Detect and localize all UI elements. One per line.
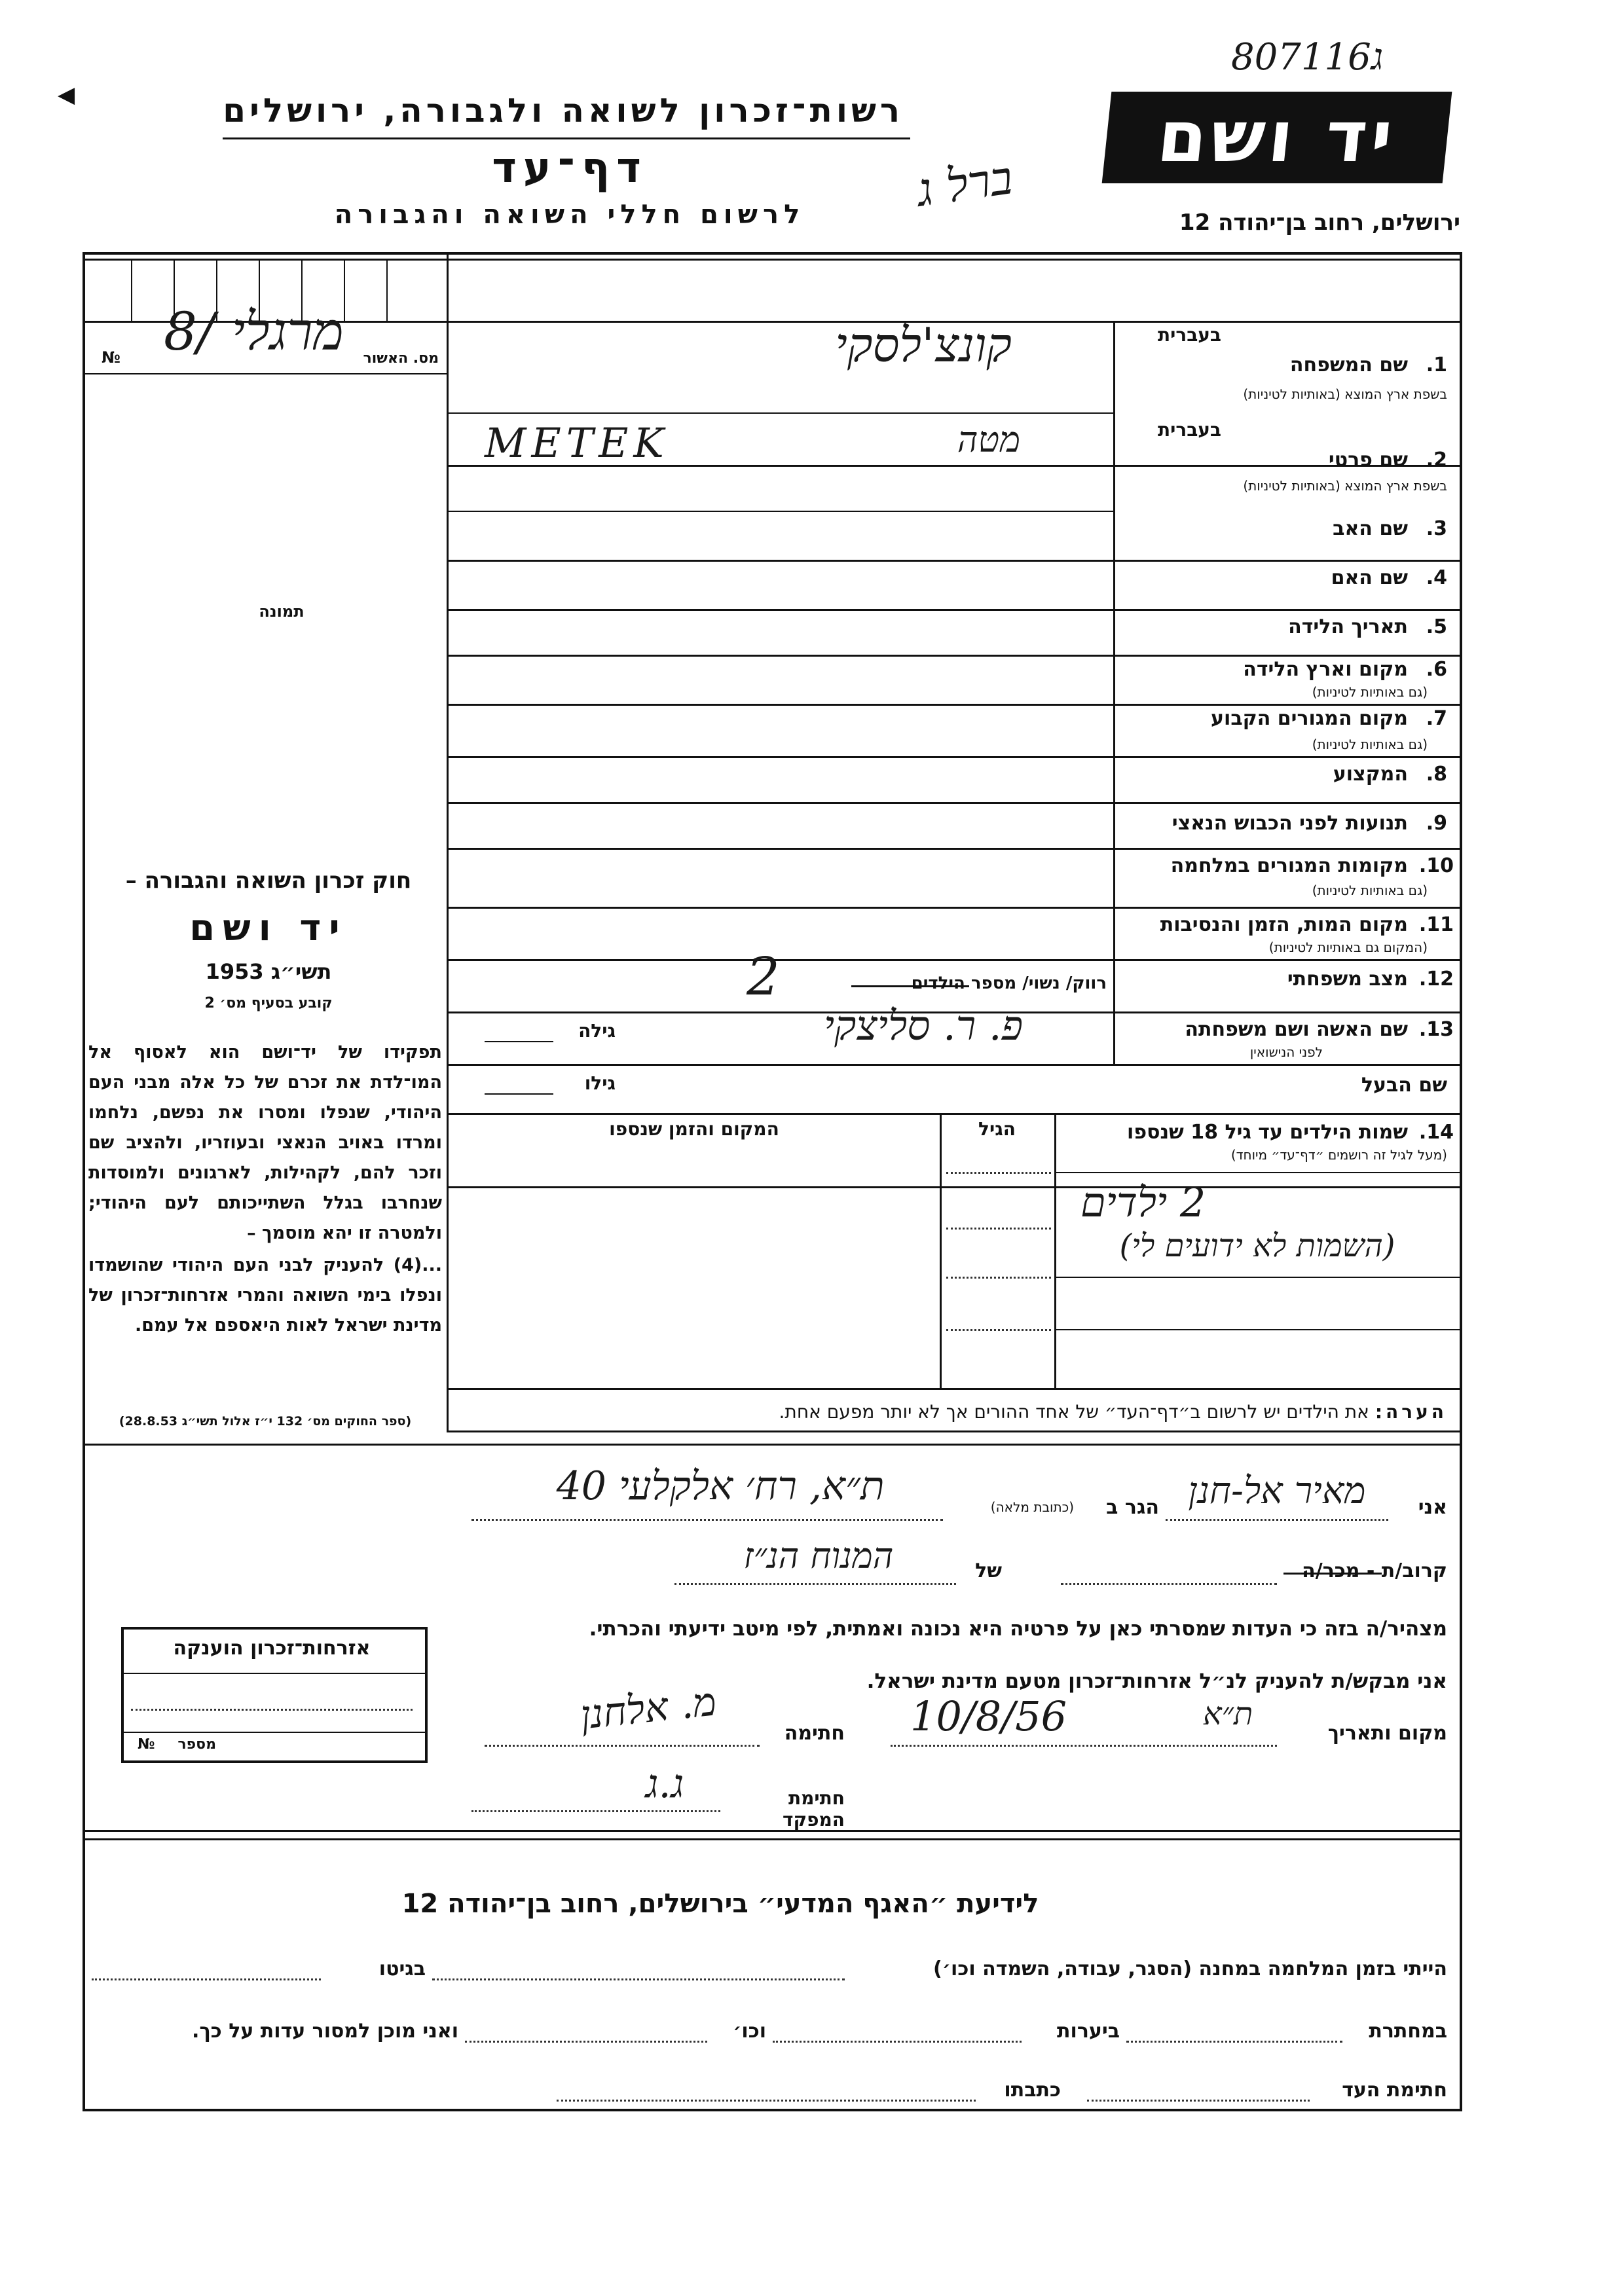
children-col-right <box>1054 1113 1056 1388</box>
field-11-number: 11. <box>1418 913 1454 936</box>
footer-camp-line <box>432 1978 845 1980</box>
field-13-number: 13. <box>1418 1018 1454 1041</box>
husband-age-line <box>485 1093 553 1095</box>
footer-hiding-label: במחתרת <box>1369 2020 1447 2043</box>
children-age-dots <box>946 1329 1051 1331</box>
children-age-dots <box>946 1228 1051 1230</box>
field-12-number: 12. <box>1418 968 1454 991</box>
relative-label: קרוב/ת - מכר/ה <box>1302 1559 1447 1582</box>
header-rule <box>223 137 910 139</box>
place-date-label: מקום ותאריך <box>1327 1722 1447 1745</box>
children-age-dots <box>946 1277 1051 1279</box>
husband-label: שם הבעל <box>1361 1074 1447 1097</box>
footer-ready-label: ואני מוכן למסור עדות על כך. <box>192 2020 458 2043</box>
law-year: תשי״ג 1953 <box>205 959 332 984</box>
field-1-note: בשפת ארץ המוצא (באותיות לטיניות) <box>1243 386 1447 402</box>
field-8-label: המקצוע <box>1333 763 1408 786</box>
footer-divider <box>85 1830 1460 1832</box>
field-1-value: קונצ'לסקי <box>835 318 1012 373</box>
field-6-note: (גם באותיות לטיניות) <box>1312 684 1428 700</box>
deceased-line <box>674 1583 956 1585</box>
address-line <box>471 1519 943 1521</box>
row-line <box>447 1113 1460 1115</box>
row-line <box>447 560 1460 562</box>
corner-mark: ◀ <box>58 82 75 108</box>
field-4-number: 4. <box>1426 566 1447 589</box>
field-5-number: 5. <box>1426 615 1447 638</box>
collector-signature: ג.ג <box>645 1761 684 1807</box>
signature-label: חתימה <box>784 1722 845 1745</box>
footer-witness-line <box>1087 2100 1310 2102</box>
children-col-place: המקום והזמן שנספו <box>609 1118 779 1140</box>
row-line <box>447 756 1460 758</box>
field-13-value: פ. ר. סליצקי <box>823 1002 1024 1049</box>
field-2-lang: בעברית <box>1157 419 1221 441</box>
field-12-label: מצב משפחתי <box>1287 968 1408 991</box>
field-10-label: מקומות המגורים במלחמה <box>1170 854 1408 877</box>
place-value: ת״א <box>1202 1696 1253 1732</box>
grid-col <box>131 261 132 321</box>
field-2-value: מטה <box>957 419 1021 460</box>
children-row-line <box>1054 1277 1460 1278</box>
grid-col <box>344 261 345 321</box>
children-bottom-line <box>447 1388 1460 1390</box>
field-2-note: בשפת ארץ המוצא (באותיות לטיניות) <box>1243 478 1447 494</box>
field-13-age-label: גילה <box>578 1020 616 1042</box>
remark-bottom-line <box>447 1430 1460 1432</box>
row-line <box>447 511 1113 512</box>
approval-line <box>85 373 447 374</box>
address-note: (כתובת מלאה) <box>990 1499 1074 1515</box>
approval-value: 8/ מרגלי <box>164 301 344 362</box>
footer-camp-label: הייתי בזמן המלחמה במחנה (הסגר, עבודה, השמדה וכו׳) <box>933 1958 1447 1980</box>
photo-label: תמונה <box>259 602 304 621</box>
row-line <box>447 655 1460 657</box>
field-4-label: שם האם <box>1331 566 1408 589</box>
field-3-label: שם האב <box>1333 517 1408 540</box>
approval-no-sign: № <box>101 348 120 367</box>
field-13-age-line <box>485 1041 553 1042</box>
yad-vashem-logo: יד ושם <box>1102 92 1452 183</box>
address: ירושלים, רחוב בן־יהודה 12 <box>1179 210 1460 236</box>
declarant-value: מאיר אל-חנן <box>1188 1470 1366 1512</box>
field-6-label: מקום וארץ הלידה <box>1243 658 1408 681</box>
children-value-2: (השמות לא ידועים לי) <box>1119 1228 1395 1264</box>
field-7-number: 7. <box>1426 707 1447 730</box>
footer-ghetto-line <box>92 1978 321 1980</box>
resident-label: הגר ב <box>1106 1496 1159 1519</box>
form-subtitle: לרשום חללי השואה והגבורה <box>334 200 805 230</box>
signature-line <box>485 1745 760 1747</box>
footer-etc-label: וכו׳ <box>733 2020 766 2043</box>
children-note: (מעל לגיל זה רושמים ״דף־עד״ מיוחד) <box>1230 1147 1447 1163</box>
row-line <box>447 907 1460 909</box>
field-7-label: מקום המגורים הקבוע <box>1211 707 1408 730</box>
field-5-label: תאריך הלידה <box>1288 615 1408 638</box>
row-line <box>447 704 1460 706</box>
law-text-clause-4: ...(4) להעניק לבני העם היהודי שהושמדו ונפלו בימי השואה והמרי אזרחות־זכרון של מדינת ישראל לאות היאספם אל עמם. <box>88 1255 442 1336</box>
law-text: תפקידו של יד־ושם הוא לאסוף אל המו־לדת את זכרם של כל אלה מבני העם היהודי, שנפלו ומסרו את נפשם, נלחמו ומרדו באויב הנאצי ובעוזריו, ולהציב שם וזכר להם, לקהילות, לארגונים ולמוסדות שנחרבו בגלל השתייכותם לעם היהודי; ולמטרה זו יהא מוסמך – <box>88 1042 442 1243</box>
law-reference: (ספר החוקים מס׳ 132 י״ז אלול תשי״ג 28.8.53) <box>119 1414 412 1429</box>
citizenship-box-line <box>121 1732 425 1733</box>
of-label: של <box>975 1559 1002 1582</box>
field-10-note: (גם באותיות לטיניות) <box>1312 883 1428 898</box>
children-col-age: הגיל <box>978 1118 1016 1140</box>
organization-name: רשות־זכרון לשואה ולגבורה, ירושלים <box>223 92 904 130</box>
law-name: יד ושם <box>189 907 348 949</box>
children-row-line <box>1054 1172 1460 1173</box>
field-10-number: 10. <box>1418 854 1454 877</box>
field-13-note: לפני הנישואין <box>1249 1044 1323 1060</box>
field-7-note: (גם באותיות לטיניות) <box>1312 737 1428 752</box>
section-divider <box>85 1444 1460 1446</box>
field-label-divider <box>1113 321 1115 1064</box>
collector-label: חתימת המפקד <box>783 1787 845 1831</box>
left-panel-divider <box>447 252 449 1430</box>
law-title: חוק זכרון השואה והגבורה – <box>125 867 412 894</box>
field-13-label: שם האשה ושם משפחתה <box>1185 1018 1408 1041</box>
children-label: שמות הילדים עד גיל 18 שנספו <box>1127 1121 1408 1144</box>
approval-label: מס. האשור <box>363 350 439 367</box>
declarant-line <box>1166 1519 1388 1521</box>
husband-age-label: גילו <box>584 1072 616 1094</box>
footer-forests-label: ביערות <box>1057 2020 1120 2043</box>
field-1-lang: בעברית <box>1157 324 1221 346</box>
citizenship-box-line <box>121 1673 425 1674</box>
address-value: ת״א, רח׳ אלקלעי 40 <box>556 1463 885 1509</box>
row-line <box>447 802 1460 804</box>
field-11-note: (המקום גם באותיות לטיניות) <box>1268 939 1428 955</box>
declarant-label: אני <box>1418 1496 1447 1519</box>
signature-value: מ. אלחנן <box>578 1679 719 1739</box>
field-9-label: תנועות לפני הכבוש הנאצי <box>1172 812 1408 835</box>
footer-address-label: כתבתו <box>1004 2079 1061 2102</box>
field-12-options: רווק/ נשוי/ מספר הילדים <box>911 974 1107 993</box>
citizenship-box-number: מספר <box>177 1736 216 1753</box>
children-row-line <box>1054 1329 1460 1330</box>
form-title: דף־עד <box>492 144 648 192</box>
grid-col <box>386 261 388 321</box>
date-value: 10/8/56 <box>910 1692 1067 1740</box>
row-line <box>447 1064 1460 1066</box>
field-6-number: 6. <box>1426 658 1447 681</box>
footer-hiding-line <box>1126 2041 1342 2043</box>
collector-line <box>471 1810 720 1812</box>
field-12-strike <box>851 985 969 987</box>
row-line <box>447 848 1460 850</box>
children-col-mid <box>940 1113 942 1388</box>
remark-text: את הילדים יש לרשום ב״דף־העד״ של אחד ההורים אך לא יותר מפעם אחת. <box>779 1401 1369 1423</box>
field-1-number: 1. <box>1426 354 1447 376</box>
reference-number: ג807116 <box>1231 36 1384 79</box>
remark <box>458 1401 1447 1423</box>
children-age-dots <box>946 1172 1051 1174</box>
field-9-number: 9. <box>1426 812 1447 835</box>
row-line <box>447 959 1460 961</box>
footer-address-line <box>557 2100 976 2102</box>
children-value-1: 2 ילדים <box>1080 1178 1206 1226</box>
footer-ghetto-label: בגיטו <box>378 1958 426 1980</box>
remark-label: הערה: <box>1375 1401 1447 1423</box>
deceased-value: המנוח הנ״ז <box>743 1535 894 1576</box>
footer-witness-label: חתימת העד <box>1342 2079 1447 2102</box>
field-11-label: מקום המות, הזמן והנסיבות <box>1160 913 1408 936</box>
footer-etc-line <box>465 2041 707 2043</box>
field-2-latin-value: METEK <box>485 419 669 467</box>
statement-1: מצהיר/ה בזה כי העדות שמסרתי כאן על פרטיה היא נכונה ואמתית, לפי מיטב ידיעתי והכרתי. <box>589 1617 1447 1641</box>
margin-note: ברל ג <box>913 151 1016 217</box>
citizenship-box-title: אזרחות־זכרון הוענקה <box>173 1637 371 1660</box>
relative-line <box>1061 1583 1277 1585</box>
field-1-label: שם המשפחה <box>1289 354 1408 376</box>
field-3-number: 3. <box>1426 517 1447 540</box>
field-14-number: 14. <box>1418 1121 1454 1144</box>
place-date-line <box>891 1745 1277 1747</box>
relative-strike <box>1283 1573 1382 1575</box>
field-2-label: שם פרטי <box>1328 448 1408 471</box>
row-line <box>447 412 1113 414</box>
field-8-number: 8. <box>1426 763 1447 786</box>
citizenship-no-sign: № <box>138 1736 155 1753</box>
footer-forests-line <box>773 2041 1022 2043</box>
field-12-value: 2 <box>747 946 780 1007</box>
row-line <box>447 609 1460 611</box>
footer-divider-2 <box>85 1838 1460 1840</box>
law-clause: קובע בסעיף מס׳ 2 <box>204 995 333 1011</box>
field-2-number: 2. <box>1426 448 1447 471</box>
frame-double-line <box>83 259 1460 261</box>
citizenship-dotted-line <box>131 1709 413 1711</box>
statement-2: אני מבקש/ת להעניק לנ״ל אזרחות־זכרון מטעם מדינת ישראל. <box>866 1669 1447 1693</box>
footer-title: לידיעת ״האגף המדעי״ בירושלים, רחוב בן־יהודה 12 <box>401 1889 1039 1919</box>
